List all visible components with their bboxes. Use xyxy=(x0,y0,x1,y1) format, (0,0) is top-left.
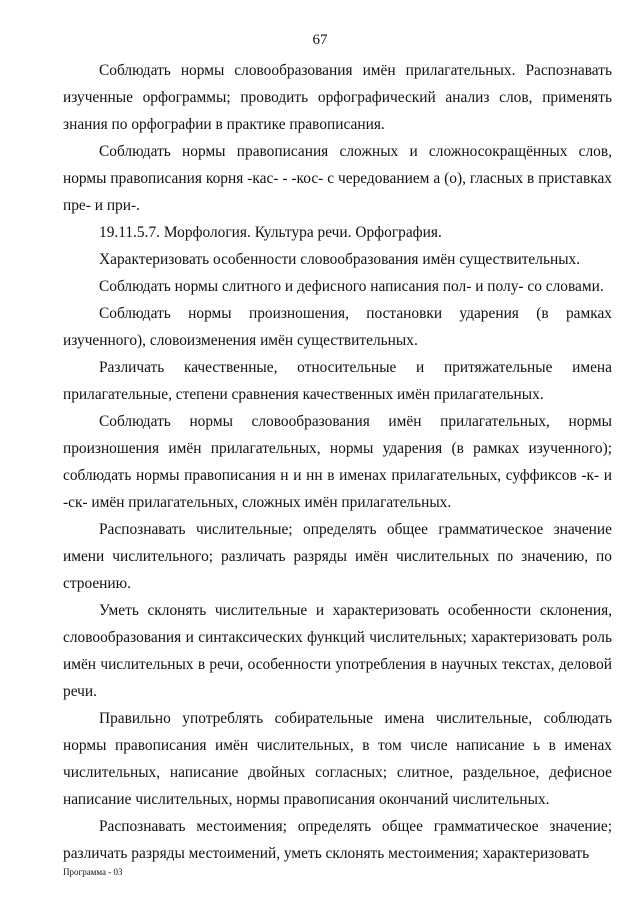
paragraph: Распознавать числительные; определять общее грамматическое значение имени числительного; различать разряды имён числительных по значению, по строению. xyxy=(63,521,612,592)
paragraph: Различать качественные, относительные и притяжательные имена прилагательные, степени сравнения качественных имён прилагательных. xyxy=(63,359,612,403)
paragraph: Распознавать местоимения; определять общее грамматическое значение; различать разряды местоимений, уметь склонять местоимения; характеризовать xyxy=(63,818,612,862)
page-body xyxy=(63,57,612,867)
paragraph: Соблюдать нормы слитного и дефисного написания пол- и полу- со словами. xyxy=(99,278,604,295)
paragraph: Соблюдать нормы правописания сложных и сложносокращённых слов, нормы правописания корня -кас- - -кос- с чередованием а (о), гласных в приставках пре- и при-. xyxy=(63,143,612,214)
page-footer: Программа - 03 xyxy=(63,867,123,877)
paragraph: Соблюдать нормы словообразования имён прилагательных. Распознавать изученные орфограммы; проводить орфографический анализ слов, применять знания по орфографии в практике правописания. xyxy=(63,62,612,133)
paragraph: Правильно употреблять собирательные имена числительные, соблюдать нормы правописания имён числительных, в том числе написание ь в именах числительных, написание двойных согласных; слитное, раздельное, дефисное написание числительных, нормы правописания окончаний числительных. xyxy=(63,710,612,808)
paragraph: Соблюдать нормы произношения, постановки ударения (в рамках изученного), словоизменения имён существительных. xyxy=(63,305,612,349)
paragraph: Уметь склонять числительные и характеризовать особенности склонения, словообразования и синтаксических функций числительных; характеризовать роль имён числительных в речи, особенности употребления в научных текстах, деловой речи. xyxy=(63,602,612,700)
page-number: 67 xyxy=(312,32,328,48)
paragraph: Характеризовать особенности словообразования имён существительных. xyxy=(99,251,581,268)
section-heading: 19.11.5.7. Морфология. Культура речи. Орфография. xyxy=(99,224,442,241)
paragraph: Соблюдать нормы словообразования имён прилагательных, нормы произношения имён прилагательных, нормы ударения (в рамках изученного); соблюдать нормы правописания н и нн в именах прилагательных, суффиксов -к- и -ск- имён прилагательных, сложных имён прилагательных. xyxy=(63,413,612,511)
